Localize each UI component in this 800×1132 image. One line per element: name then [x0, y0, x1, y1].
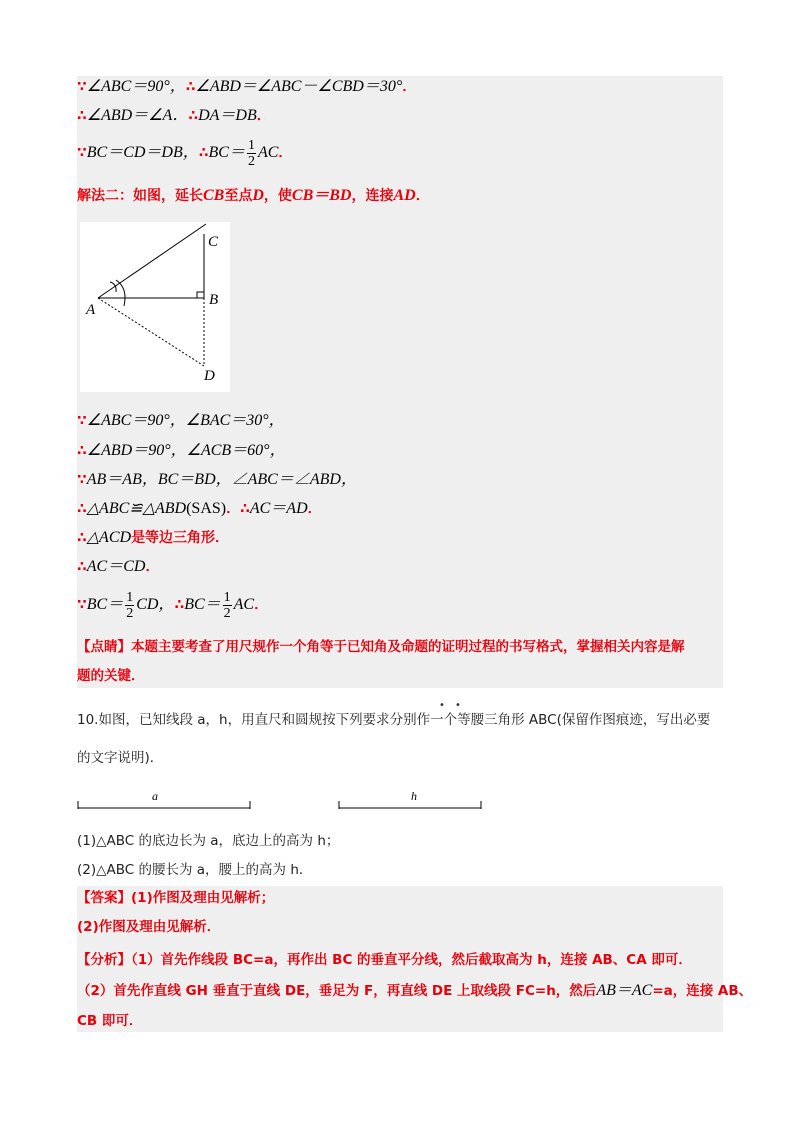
fraction-half: $\frac{1}{2}$	[223, 589, 231, 621]
answer-line2: (2)作图及理由见解析．	[77, 919, 221, 935]
fraction-half: $\frac{1}{2}$	[247, 137, 255, 169]
proof2-line6: ∴AC＝CD．	[77, 558, 160, 575]
analysis-line3: CB 即可．	[77, 1013, 143, 1029]
label-b: B	[209, 292, 219, 308]
comment-line1: 【点睛】本题主要考查了用尺规作一个角等于已知角及命题的证明过程的书写格式，掌握相关内容是解	[77, 639, 685, 655]
proof1-line3: ∵BC＝CD＝DB，∴BC＝ $\frac{1}{2}$ AC．	[77, 137, 293, 169]
proof2-line7: ∵BC＝ $\frac{1}{2}$ CD，∴BC＝ $\frac{1}{2}$ AC．	[77, 589, 269, 621]
proof1-line1: ∵∠ABC＝90°，∴∠ABD＝∠ABC－∠CBD＝30°．	[77, 78, 417, 95]
segment-h-label: h	[411, 789, 417, 803]
label-d: D	[204, 368, 215, 384]
proof2-line5: ∴△ACD是等边三角形．	[77, 529, 230, 546]
answer-line1: 【答案】(1)作图及理由见解析；	[77, 890, 275, 906]
comment-line2: 题的关键．	[77, 668, 145, 684]
proof2-line1: ∵∠ABC＝90°，∠BAC＝30°，	[77, 412, 285, 429]
analysis-line2: （2）首先作直线 GH 垂直于直线 DE，垂足为 F，再直线 DE 上取线段 FC=h，然后AB＝AC=a，连接 AB、	[77, 982, 753, 999]
triangle-figure	[80, 222, 230, 392]
proof1-line2: ∴∠ABD＝∠A．∴DA＝DB．	[77, 107, 271, 124]
segment-a-label: a	[152, 789, 158, 803]
question-part2: (2)△ABC 的腰长为 a，腰上的高为 h．	[77, 862, 313, 878]
method2-heading: 解法二：如图，延长CB至点D，使CB＝BD，连接AD．	[77, 187, 430, 204]
question-line2: 的文字说明)．	[77, 750, 164, 766]
emphasis-dot: •	[455, 700, 461, 711]
label-c: C	[208, 234, 219, 250]
proof2-line4: ∴△ABC≌△ABD(SAS)．∴AC＝AD．	[77, 500, 322, 517]
question-part1: (1)△ABC 的底边长为 a，底边上的高为 h；	[77, 833, 340, 849]
segment-h	[337, 788, 485, 812]
proof2-line3: ∵AB＝AB，BC＝BD，∠ABC＝∠ABD，	[77, 471, 357, 488]
analysis-line1: 【分析】（1）首先作线段 BC=a，再作出 BC 的垂直平分线，然后截取高为 h，连接 AB、CA 即可．	[77, 952, 692, 968]
proof2-line2: ∴∠ABD＝90°，∠ACB＝60°，	[77, 442, 286, 459]
question-line1: 10.如图，已知线段 a，h，用直尺和圆规按下列要求分别作一个等腰三角形 ABC(保留作图痕迹，写出必要	[77, 712, 711, 728]
label-a: A	[86, 302, 96, 318]
segment-a	[76, 788, 254, 812]
fraction-half: $\frac{1}{2}$	[126, 589, 134, 621]
emphasis-dot: •	[439, 700, 445, 711]
